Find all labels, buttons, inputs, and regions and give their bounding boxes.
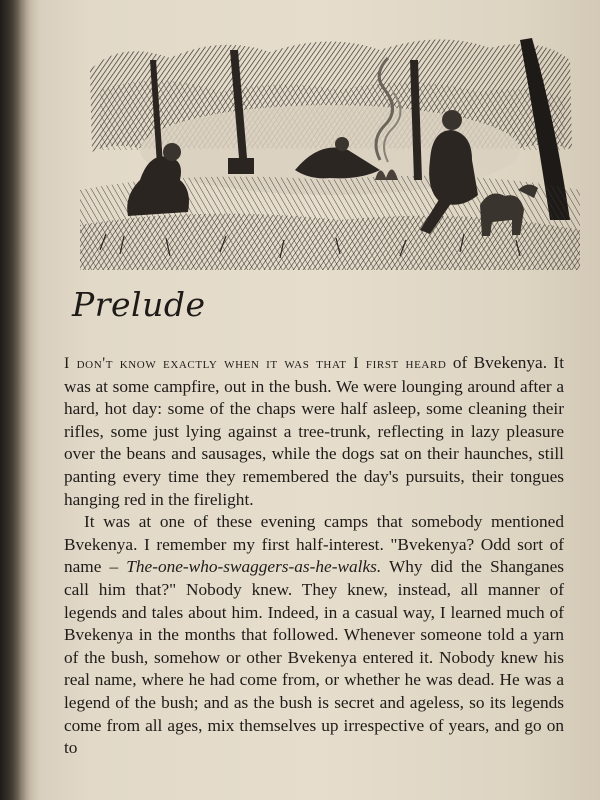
paragraph-2-text-a: It was at one of these evening camps that somebody mentioned Bvekenya. I remember my first half-interest. "Bvekenya? Odd sort of name – (64, 512, 564, 577)
chapter-title: Prelude (72, 285, 206, 324)
paragraph-1-lead: I don't know exactly when it was that I first heard (64, 355, 447, 372)
campfire-scene-illustration (80, 30, 580, 270)
paragraph-2 (64, 511, 564, 760)
body-text (64, 352, 564, 760)
paragraph-2-text-b: Why did the Shanganes call him that?" Nobody knew. They knew, instead, all manner of legends and tales about him. Indeed, in a casual way, I learned much of Bvekenya in the months that followed. Whenever someone told a yarn of the bush, somehow or other Bvekenya entered it. Nobody knew his real name, where he had come from, or whether he was dead. He was a legend of the bush; and as the bush is secret and ageless, so its legends come from all ages, mix themselves up irrespective of years, and go on to (64, 557, 564, 758)
paragraph-2-italic: The-one-who-swaggers-as-he-walks. (126, 557, 382, 577)
paragraph-1-text: of Bvekenya. It was at some campfire, out in the bush. We were lounging around after a hard, hot day: some of the chaps were half asleep, some cleaning their rifles, some just lying against a tree-trunk, reflecting in lazy pleasure over the beans and sausages, while the dogs sat on their haunches, still panting every time they remembered the day's pursuits, their tongues hanging red in the firelight. (64, 353, 564, 509)
page (22, 0, 600, 800)
paragraph-1 (64, 352, 564, 511)
